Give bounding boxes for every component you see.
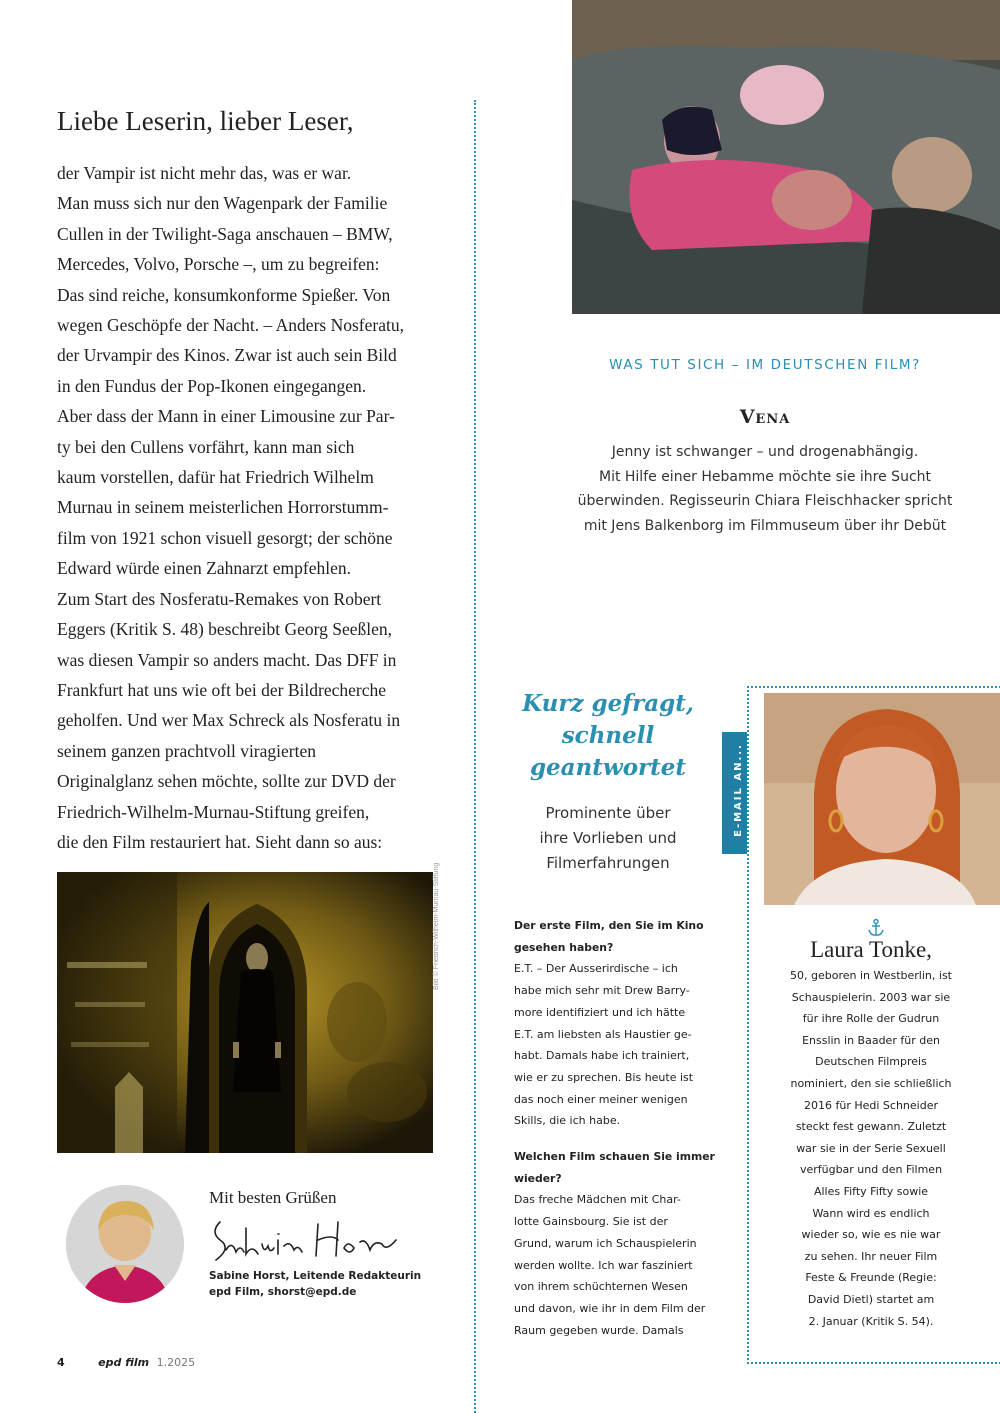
interview-qa xyxy=(514,915,718,1341)
avatar xyxy=(66,1185,184,1303)
answer-line: Raum gegeben wurde. Damals xyxy=(514,1323,684,1337)
profile-bio-line: Feste & Freunde (Regie: xyxy=(805,1271,937,1285)
answer-line: lotte Gainsbourg. Sie ist der xyxy=(514,1215,668,1229)
issue-number: 1.2025 xyxy=(156,1356,196,1369)
interview-heading-line: geantwortet xyxy=(529,754,687,781)
editorial-line: kaum vorstellen, dafür hat Friedrich Wilhelm xyxy=(57,467,374,488)
editorial-greeting: Liebe Leserin, lieber Leser, xyxy=(57,106,354,136)
nosferatu-photo xyxy=(57,872,433,1153)
editorial-line: in den Fundus der Pop-Ikonen eingegangen. xyxy=(57,375,367,396)
interview-heading xyxy=(500,688,716,784)
profile-bio-line: zu sehen. Ihr neuer Film xyxy=(804,1249,938,1263)
profile-bio-line: 2016 für Hedi Schneider xyxy=(804,1098,938,1112)
interview-heading-line: schnell xyxy=(561,722,655,749)
editorial-line: die den Film restauriert hat. Sieht dann so aus: xyxy=(57,831,383,852)
editorial-line: Zum Start des Nosferatu-Remakes von Robert xyxy=(57,588,382,609)
answer-line: das noch einer meiner wenigen xyxy=(514,1092,688,1106)
closing-greeting: Mit besten Grüßen xyxy=(209,1188,337,1207)
editorial-body xyxy=(57,158,442,857)
editorial-line: Murnau in seinem meisterlichen Horrorstumm- xyxy=(57,497,389,518)
photo-credit: Bild © Friedrich-Wilhelm-Murnau-Stiftung xyxy=(433,862,440,990)
interview-subheading-line: ihre Vorlieben und xyxy=(539,829,677,847)
signer-contact: epd Film, shorst@epd.de xyxy=(209,1286,357,1298)
teaser-line: mit Jens Balkenborg im Filmmuseum über ihr Debüt xyxy=(583,517,947,534)
profile-bio-line: Ensslin in Baader für den xyxy=(802,1033,940,1047)
answer-line: habe mich sehr mit Drew Barry- xyxy=(514,984,690,998)
interview-heading-line: Kurz gefragt, xyxy=(522,690,694,717)
profile-bio-line: Deutschen Filmpreis xyxy=(815,1055,927,1069)
editorial-line: seinem ganzen prachtvoll viragierten xyxy=(57,740,316,761)
editorial-line: geholfen. Und wer Max Schreck als Nosferatu in xyxy=(57,710,401,731)
answer-line: von ihrem schüchternen Wesen xyxy=(514,1280,688,1294)
email-tab-label: E-MAIL AN... xyxy=(733,743,744,837)
editorial-line: Frankfurt hat uns wie oft bei der Bildrecherche xyxy=(57,679,386,700)
teaser-kicker: WAS TUT SICH – IM DEUTSCHEN FILM? xyxy=(609,357,921,373)
editorial-line: Mercedes, Volvo, Porsche –, um zu begreifen: xyxy=(57,254,380,275)
answer-line: werden wollte. Ich war fasziniert xyxy=(514,1258,693,1272)
editorial-line: Man muss sich nur den Wagenpark der Familie xyxy=(57,193,388,214)
answer-2 xyxy=(514,1189,718,1341)
page-number: 4 xyxy=(57,1356,65,1369)
question-line: wieder? xyxy=(514,1171,562,1185)
profile-bio-line: wieder so, wie es nie war xyxy=(801,1228,941,1242)
interview-subheading-line: Prominente über xyxy=(545,804,671,822)
vena-film-still xyxy=(572,0,1000,314)
editorial-line: was diesen Vampir so anders macht. Das DFF in xyxy=(57,649,397,670)
magazine-brand: epd film xyxy=(98,1356,150,1369)
answer-line: wie er zu sprechen. Bis heute ist xyxy=(514,1070,694,1084)
editorial-line: Das sind reiche, konsumkonforme Spießer. Von xyxy=(57,284,391,305)
teaser-body xyxy=(540,440,990,538)
editorial-line: wegen Geschöpfe der Nacht. – Anders Nosferatu, xyxy=(57,315,404,336)
column-divider xyxy=(474,100,476,1413)
teaser-line: Jenny ist schwanger – und drogenabhängig. xyxy=(611,444,919,460)
answer-line: Skills, die ich habe. xyxy=(514,1114,621,1128)
editorial-line: Originalglanz sehen möchte, sollte zur DVD der xyxy=(57,771,396,792)
profile-bio-line: steckt fest gewann. Zuletzt xyxy=(795,1120,947,1134)
answer-line: E.T. – Der Ausserirdische – ich xyxy=(514,962,678,976)
profile-bio-line: verfügbar und den Filmen xyxy=(799,1163,943,1177)
signer-credit xyxy=(209,1268,421,1300)
profile-bio xyxy=(763,965,979,1332)
editorial-line: film von 1921 schon visuell gesorgt; der schöne xyxy=(57,527,393,548)
editorial-line: Aber dass der Mann in einer Limousine zur Par- xyxy=(57,406,395,427)
profile-bio-line: für ihre Rolle der Gudrun xyxy=(802,1012,940,1026)
editorial-line: ty bei den Cullens vorfährt, kann man sich xyxy=(57,436,355,457)
profile-name: Laura Tonke, xyxy=(810,937,932,962)
answer-line: Das freche Mädchen mit Char- xyxy=(514,1193,681,1207)
question-1 xyxy=(514,915,718,958)
profile-bio-line: David Dietl) startet am xyxy=(807,1292,935,1306)
editorial-line: Edward würde einen Zahnarzt empfehlen. xyxy=(57,558,351,579)
editorial-line: Eggers (Kritik S. 48) beschreibt Georg Seeßlen, xyxy=(57,619,393,640)
editorial-line: Cullen in der Twilight-Saga anschauen – BMW, xyxy=(57,223,393,244)
signer-name: Sabine Horst, Leitende Redakteurin xyxy=(209,1270,422,1282)
interview-subheading xyxy=(500,801,716,876)
answer-line: more identifiziert und ich hätte xyxy=(514,1005,686,1019)
profile-bio-line: Alles Fifty Fifty sowie xyxy=(813,1184,929,1198)
question-line: gesehen haben? xyxy=(514,940,614,954)
profile-bio-line: war sie in der Serie Sexuell xyxy=(796,1141,946,1155)
editorial-line: der Vampir ist nicht mehr das, was er war. xyxy=(57,163,352,183)
anchor-icon xyxy=(866,918,886,938)
answer-line: und davon, wie ihr in dem Film der xyxy=(514,1301,706,1315)
teaser-title: Vena xyxy=(739,406,791,428)
interview-subheading-line: Filmerfahrungen xyxy=(546,854,670,872)
profile-bio-line: Schauspielerin. 2003 war sie xyxy=(791,990,951,1004)
profile-bio-line: nominiert, den sie schließlich xyxy=(790,1076,952,1090)
teaser-line: Mit Hilfe einer Hebamme möchte sie ihre Sucht xyxy=(598,468,931,485)
editorial-line: Friedrich-Wilhelm-Murnau-Stiftung greifen, xyxy=(57,801,370,822)
answer-line: E.T. am liebsten als Haustier ge- xyxy=(514,1027,692,1041)
answer-line: habt. Damals habe ich trainiert, xyxy=(514,1049,690,1063)
teaser-line: überwinden. Regisseurin Chiara Fleischhacker spricht xyxy=(577,493,953,509)
profile-bio-line: 2. Januar (Kritik S. 54). xyxy=(808,1314,934,1328)
question-line: Der erste Film, den Sie im Kino xyxy=(514,919,704,932)
signature xyxy=(206,1210,406,1266)
profile-bio-line: Wann wird es endlich xyxy=(812,1206,930,1220)
portrait-photo xyxy=(764,693,1000,905)
page-footer xyxy=(57,1356,195,1369)
editorial-line: der Urvampir des Kinos. Zwar ist auch sein Bild xyxy=(57,345,397,366)
question-2 xyxy=(514,1146,718,1189)
answer-line: Grund, warum ich Schauspielerin xyxy=(514,1236,697,1250)
question-line: Welchen Film schauen Sie immer xyxy=(514,1150,715,1164)
profile-bio-line: 50, geboren in Westberlin, ist xyxy=(790,969,952,982)
answer-1 xyxy=(514,958,718,1132)
